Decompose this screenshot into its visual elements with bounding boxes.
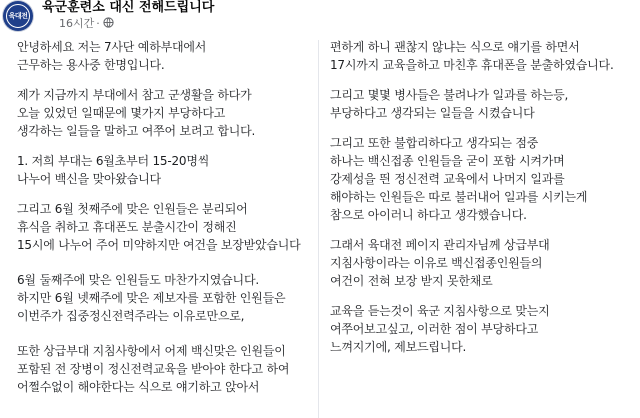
post-paragraph: 안녕하세요 저는 7사단 예하부대에서 근무하는 용사중 한명입니다. xyxy=(17,40,207,72)
post-header xyxy=(0,0,640,34)
post-paragraph: 6월 둘째주에 맞은 인원들도 마찬가지였습니다. 하지만 6월 넷째주에 맞은 제보자를 포함한 인원들은 이번주가 집중정신전력주라는 이유로만으로, xyxy=(17,273,286,323)
post-paragraph: 그리고 6월 첫째주에 맞은 인원들은 분리되어 휴식을 취하고 휴대폰도 분출시간이 정해진 15시에 나누어 주어 미약하지만 여건을 보장받았습니다 xyxy=(17,202,301,252)
post-paragraph: 그래서 육대전 페이지 관리자님께 상급부대 지침사항이라는 이유로 백신접종인원들의 여건이 전혀 보장 받지 못한채로 xyxy=(330,238,550,288)
post-paragraph: 제가 지금까지 부대에서 참고 군생활을 하다가 오늘 있었던 일때문에 몇가지 부당하다고 생각하는 일들을 말하고 여쭈어 보려고 합니다. xyxy=(17,88,256,138)
meta-separator: · xyxy=(96,17,100,30)
post-paragraph: 그리고 몇몇 병사들은 불려나가 일과를 하는등, 부당하다고 생각되는 일들을 시켰습니다 xyxy=(330,88,569,120)
column-divider xyxy=(318,40,319,418)
avatar-label: 육대전 xyxy=(8,11,28,20)
avatar-ring xyxy=(6,4,30,28)
post-timestamp[interactable]: 16시간 xyxy=(59,17,95,30)
post-meta xyxy=(59,17,114,32)
globe-icon[interactable] xyxy=(103,17,114,32)
post-paragraph: 그리고 또한 불합리하다고 생각되는 점중 하나는 백신접종 인원들을 굳이 포함 시켜가며 강제성을 띈 정신전력 교육에서 나머지 일과를 해야하는 인원들은 따로 불러내어 일과를 시키는게 참으로 아이러니 하다고 생각했습니다. xyxy=(330,136,588,222)
post-body-right xyxy=(330,38,630,368)
page-name-link[interactable]: 육군훈련소 대신 전해드립니다 xyxy=(42,0,215,15)
post-paragraph: 편하게 하니 괜찮지 않냐는 식으로 얘기를 하면서 17시까지 교육을하고 마친후 휴대폰을 분출하였습니다. xyxy=(330,40,614,72)
post-body-left xyxy=(17,38,317,408)
post-paragraph: 교육을 듣는것이 육군 지침사항으로 맞는지 여쭈어보고싶고, 이러한 점이 부당하다고 느껴지기에, 제보드립니다. xyxy=(330,304,550,354)
post-paragraph: 1. 저희 부대는 6월초부터 15-20명씩 나누어 백신을 맞아왔습니다 xyxy=(17,154,210,186)
page-avatar[interactable] xyxy=(3,1,33,31)
post-paragraph: 또한 상급부대 지침사항에서 어제 백신맞은 인원들이 포함된 전 장병이 정신전력교육을 받아야 한다고 하여 어쩔수없이 해야한다는 식으로 얘기하고 앉아서 xyxy=(17,344,290,394)
